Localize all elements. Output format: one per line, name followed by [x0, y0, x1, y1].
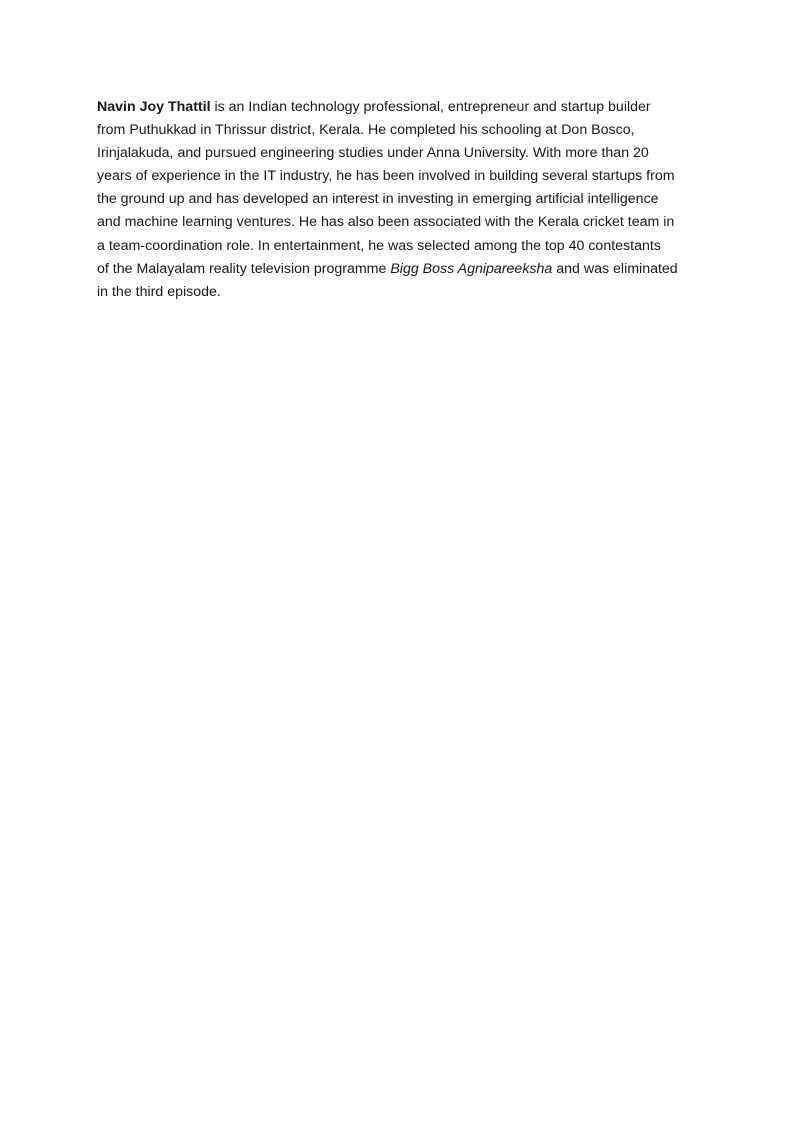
line-8-after: and was eliminated: [552, 260, 678, 277]
line-8-before: of the Malayalam reality television programme: [97, 260, 391, 277]
paragraph-line-1: [97, 96, 707, 119]
paragraph-line-8: [97, 258, 707, 281]
paragraph-line-7: a team-coordination role. In entertainment, he was selected among the top 40 contestants: [97, 237, 661, 254]
paragraph-line-3: Irinjalakuda, and pursued engineering studies under Anna University. With more than 20: [97, 145, 649, 162]
line-1-text: is an Indian technology professional, entrepreneur and startup builder: [210, 99, 651, 115]
paragraph-line-2: from Puthukkad in Thrissur district, Kerala. He completed his schooling at Don Bosco,: [97, 122, 635, 139]
paragraph-line-6: and machine learning ventures. He has also been associated with the Kerala cricket team in: [97, 214, 675, 231]
programme-title: Bigg Boss Agnipareeksha: [390, 260, 553, 277]
paragraph-line-9: in the third episode.: [97, 283, 221, 300]
biography-paragraph: [97, 96, 707, 304]
paragraph-line-5: the ground up and has developed an interest in investing in emerging artificial intelligence: [97, 191, 659, 208]
subject-name: Navin Joy Thattil: [97, 99, 211, 115]
paragraph-line-4: years of experience in the IT industry, he has been involved in building several startups from: [97, 168, 675, 185]
